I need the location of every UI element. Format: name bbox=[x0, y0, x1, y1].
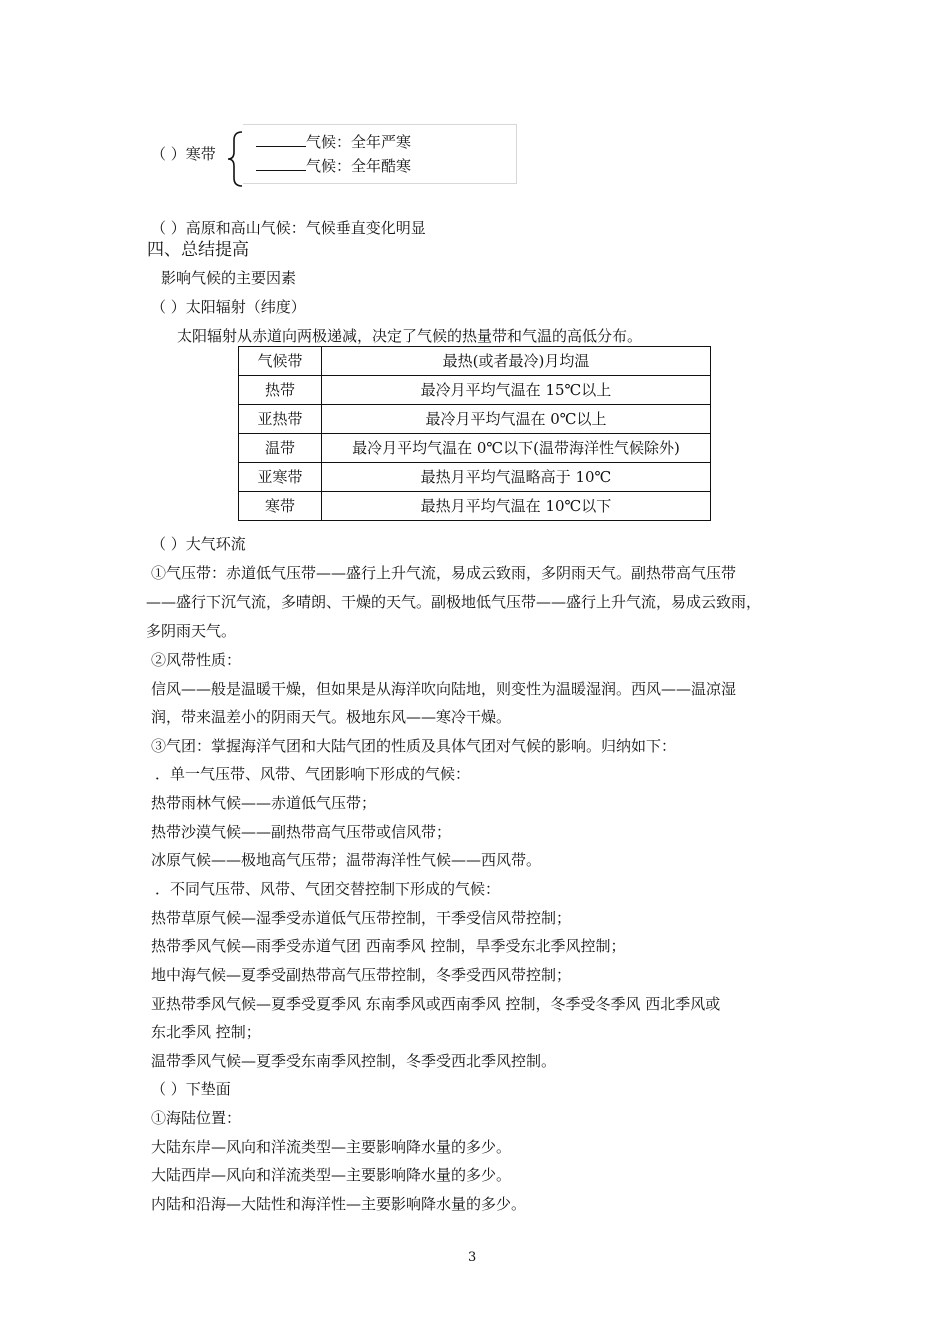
solar-intro: 太阳辐射从赤道向两极递减，决定了气候的热量带和气温的高低分布。 bbox=[177, 327, 643, 345]
cold-zone-label: （ ）寒带 bbox=[151, 145, 216, 163]
solar-heading: （ ）太阳辐射（纬度） bbox=[151, 298, 306, 316]
table-cell: 热带 bbox=[239, 376, 322, 405]
paragraph-line: 温带季风气候—夏季受东南季风控制，冬季受西北季风控制。 bbox=[151, 1052, 557, 1070]
paragraph-line: ．单一气压带、风带、气团影响下形成的气候： bbox=[155, 765, 471, 783]
table-cell: 最冷月平均气温在 0℃以上 bbox=[322, 405, 711, 434]
table-cell: 最冷月平均气温在 15℃以上 bbox=[322, 376, 711, 405]
paragraph-line: ①海陆位置： bbox=[151, 1109, 242, 1127]
paragraph-line: 热带季风气候—雨季受赤道气团 西南季风 控制，旱季受东北季风控制； bbox=[151, 937, 626, 955]
factors-title: 影响气候的主要因素 bbox=[161, 269, 297, 287]
paragraph-line: 热带沙漠气候——副热带高气压带或信风带； bbox=[151, 823, 452, 841]
curly-brace-icon bbox=[226, 130, 244, 188]
table-row bbox=[239, 492, 711, 521]
paragraph-line: ③气团：掌握海洋气团和大陆气团的性质及具体气团对气候的影响。归纳如下： bbox=[151, 737, 677, 755]
surface-heading: （ ）下垫面 bbox=[151, 1080, 231, 1098]
paragraph-line: ——盛行下沉气流，多晴朗、干燥的天气。副极地低气压带——盛行上升气流，易成云致雨， bbox=[146, 593, 762, 611]
cold-zone-line-1: 气候：全年严寒 bbox=[256, 132, 411, 152]
cold-zone-line-2: 气候：全年酷寒 bbox=[256, 156, 411, 176]
paragraph-line: ②风带性质： bbox=[151, 651, 242, 669]
table-row bbox=[239, 376, 711, 405]
paragraph-line: 亚热带季风气候—夏季受夏季风 东南季风或西南季风 控制，冬季受冬季风 西北季风或 bbox=[151, 995, 721, 1013]
paragraph-line: 信风——般是温暖干燥，但如果是从海洋吹向陆地，则变性为温暖湿润。西风——温凉湿 bbox=[151, 680, 737, 698]
table-header-cell: 最热(或者最冷)月均温 bbox=[322, 347, 711, 376]
table-row bbox=[239, 463, 711, 492]
paragraph-line: ①气压带：赤道低气压带——盛行上升气流，易成云致雨，多阴雨天气。副热带高气压带 bbox=[151, 564, 737, 582]
page-number: 3 bbox=[468, 1250, 477, 1265]
table-cell: 亚寒带 bbox=[239, 463, 322, 492]
table-row bbox=[239, 434, 711, 463]
climate-zone-table bbox=[238, 346, 711, 521]
paragraph-line: ．不同气压带、风带、气团交替控制下形成的气候： bbox=[155, 880, 501, 898]
paragraph-line: 东北季风 控制； bbox=[151, 1023, 261, 1041]
paragraph-line: 多阴雨天气。 bbox=[146, 622, 237, 640]
circulation-heading: （ ）大气环流 bbox=[151, 535, 246, 553]
paragraph-line: 热带雨林气候——赤道低气压带； bbox=[151, 794, 377, 812]
fill-blank bbox=[256, 156, 306, 171]
paragraph-line: 大陆西岸—风向和洋流类型—主要影响降水量的多少。 bbox=[151, 1166, 512, 1184]
fill-blank bbox=[256, 132, 306, 147]
table-header-row bbox=[239, 347, 711, 376]
paragraph-line: 润，带来温差小的阴雨天气。极地东风——寒冷干燥。 bbox=[151, 708, 512, 726]
paragraph-line: 热带草原气候—湿季受赤道低气压带控制，干季受信风带控制； bbox=[151, 909, 572, 927]
section-title: 四、总结提高 bbox=[147, 240, 249, 260]
table-cell: 最冷月平均气温在 0℃以下(温带海洋性气候除外) bbox=[322, 434, 711, 463]
table-row bbox=[239, 405, 711, 434]
table-header-cell: 气候带 bbox=[239, 347, 322, 376]
paragraph-line: 地中海气候—夏季受副热带高气压带控制，冬季受西风带控制； bbox=[151, 966, 572, 984]
highland-climate: （ ）高原和高山气候：气候垂直变化明显 bbox=[151, 219, 426, 237]
paragraph-line: 冰原气候——极地高气压带；温带海洋性气候——西风带。 bbox=[151, 851, 542, 869]
table-cell: 温带 bbox=[239, 434, 322, 463]
table-cell: 寒带 bbox=[239, 492, 322, 521]
paragraph-line: 大陆东岸—风向和洋流类型—主要影响降水量的多少。 bbox=[151, 1138, 512, 1156]
paragraph-line: 内陆和沿海—大陆性和海洋性—主要影响降水量的多少。 bbox=[151, 1195, 527, 1213]
table-cell: 亚热带 bbox=[239, 405, 322, 434]
table-cell: 最热月平均气温略高于 10℃ bbox=[322, 463, 711, 492]
table-cell: 最热月平均气温在 10℃以下 bbox=[322, 492, 711, 521]
